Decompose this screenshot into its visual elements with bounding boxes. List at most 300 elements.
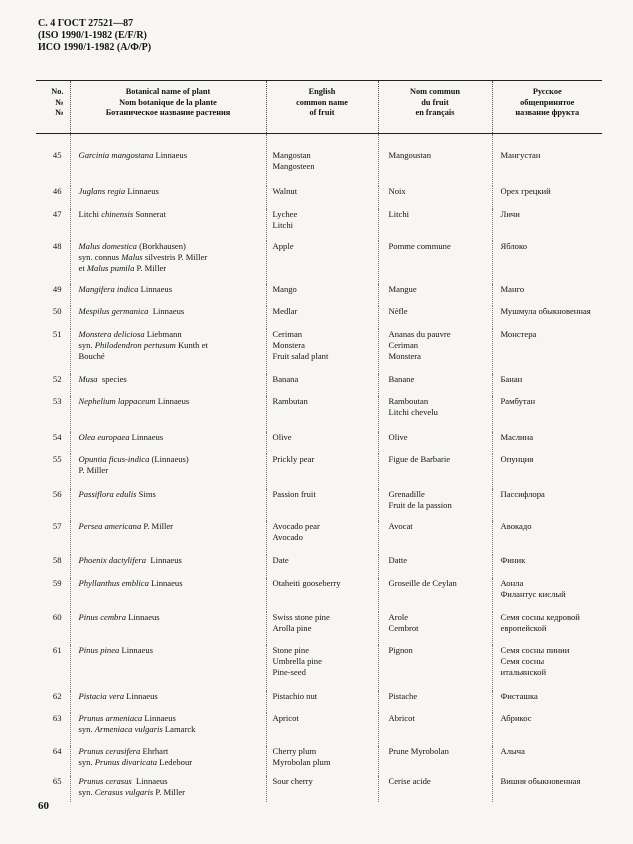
cell-line: Mangoustan xyxy=(388,150,431,160)
english-name-cell xyxy=(266,209,378,241)
cell-line: Ananas du pauvre xyxy=(388,328,451,339)
botanical-name-text: syn. xyxy=(78,339,95,350)
cell-line: Pignon xyxy=(388,644,413,655)
botanical-name-cell xyxy=(70,306,266,329)
botanical-name-italic: Armeniaca vulgaris xyxy=(94,723,163,734)
cell-line: Pine-seed xyxy=(272,666,306,677)
botanical-name-cell xyxy=(70,555,266,578)
botanical-name-text: Ledebour xyxy=(157,756,193,767)
botanical-name-italic: Malus pumila xyxy=(86,262,135,273)
cell-line: Cerise acide xyxy=(388,775,431,786)
russian-name-cell xyxy=(492,555,602,578)
cell-line: Apple xyxy=(272,240,294,251)
botanical-name-italic: Prunus armeniaca xyxy=(78,712,143,723)
botanical-name-cell xyxy=(70,134,266,186)
english-name-cell xyxy=(266,396,378,432)
cell-line: Ramboutan xyxy=(388,395,429,406)
row-number: 62 xyxy=(52,690,62,701)
cell-line: Вишня обыкновенная xyxy=(500,775,581,786)
russian-name-cell xyxy=(492,521,602,555)
russian-name-cell xyxy=(492,746,602,776)
cell-line: Lychee xyxy=(272,208,298,219)
french-name-cell xyxy=(378,374,492,396)
table-row xyxy=(36,241,602,284)
botanical-name-line xyxy=(79,396,264,407)
botanical-name-line xyxy=(79,374,264,385)
english-name-cell xyxy=(266,645,378,691)
botanical-name-italic: Phoenix dactylifera xyxy=(78,554,147,565)
table-row xyxy=(36,776,602,802)
cell-line: Фисташка xyxy=(500,690,538,701)
cell-line: Пассифлора xyxy=(500,488,545,499)
cell-line: Семя сосны xyxy=(500,655,545,666)
botanical-name-text: Linnaeus xyxy=(138,283,173,294)
cell-line: Мушмула обыкновенная xyxy=(500,305,591,316)
row-number: 49 xyxy=(52,283,62,294)
cell-line: Litchi chevelu xyxy=(388,406,438,417)
russian-name-cell xyxy=(492,241,602,284)
row-number: 57 xyxy=(52,520,62,531)
botanical-name-text: Linnaeus xyxy=(124,690,158,701)
botanical-name-line xyxy=(79,150,264,161)
botanical-name-text: Linnaeus xyxy=(148,305,185,316)
cell-line: Prickly pear xyxy=(272,453,315,464)
cell-line: Avocado xyxy=(272,531,303,542)
cell-line: Личи xyxy=(500,208,520,219)
french-name-cell xyxy=(378,746,492,776)
french-name-cell xyxy=(378,776,492,802)
row-number: 58 xyxy=(52,554,62,565)
botanical-name-line xyxy=(79,724,264,735)
english-name-cell xyxy=(266,329,378,374)
botanical-name-line xyxy=(79,209,264,220)
table-row xyxy=(36,578,602,612)
russian-name-cell xyxy=(492,374,602,396)
french-name-cell xyxy=(378,454,492,489)
botanical-name-text: Linnaeus xyxy=(153,150,188,160)
botanical-name-cell xyxy=(70,374,266,396)
botanical-name-line xyxy=(79,241,264,252)
cell-line: Mangosteen xyxy=(272,161,315,171)
row-number: 45 xyxy=(52,150,62,160)
botanical-name-italic: Phyllanthus emblica xyxy=(78,577,149,588)
english-name-cell xyxy=(266,489,378,521)
table-row xyxy=(36,284,602,306)
cell-line: Nèfle xyxy=(388,305,408,316)
cell-line: Рамбутан xyxy=(500,395,536,406)
botanical-name-italic: Prunus cerasifera xyxy=(78,745,141,756)
botanical-name-text: Litchi xyxy=(78,208,102,219)
botanical-name-cell xyxy=(70,432,266,454)
cell-line: Walnut xyxy=(272,185,298,196)
botanical-name-text: syn. xyxy=(78,786,95,797)
cell-line: Litchi xyxy=(272,219,294,230)
botanical-name-text: P. Miller xyxy=(141,520,174,531)
cell-line: Ceriman xyxy=(388,339,419,350)
cell-line: Орех грецкий xyxy=(500,185,551,196)
cell-line: Date xyxy=(272,554,289,565)
english-name-cell xyxy=(266,454,378,489)
french-name-cell xyxy=(378,329,492,374)
cell-line: Fruit de la passion xyxy=(388,499,452,510)
french-name-cell xyxy=(378,713,492,746)
botanical-name-text: Sonnerat xyxy=(133,208,166,219)
table-row xyxy=(36,691,602,713)
russian-name-cell xyxy=(492,489,602,521)
cell-line: Абрикос xyxy=(500,712,532,723)
french-name-cell xyxy=(378,396,492,432)
botanical-name-italic: Prunus divaricata xyxy=(94,756,158,767)
table-row xyxy=(36,306,602,329)
table-row xyxy=(36,134,602,186)
table-row xyxy=(36,432,602,454)
botanical-name-text: syn. connus xyxy=(78,251,122,262)
column-header-french: Nom commun du fruit en français xyxy=(378,81,492,134)
english-name-cell xyxy=(266,284,378,306)
english-name-cell xyxy=(266,713,378,746)
botanical-name-line xyxy=(79,284,264,295)
page-number: 60 xyxy=(38,800,49,812)
cell-line: Монстера xyxy=(500,328,537,339)
botanical-name-text: Linnaeus xyxy=(129,431,164,442)
botanical-name-italic: Juglans regia xyxy=(78,185,126,196)
english-name-cell xyxy=(266,578,378,612)
cell-line: Ceriman xyxy=(272,328,303,339)
russian-name-cell xyxy=(492,396,602,432)
french-name-cell xyxy=(378,134,492,186)
table-row xyxy=(36,521,602,555)
botanical-name-italic: Garcinia mangostana xyxy=(78,150,154,160)
header-line-2: (ISO 1990/1-1982 (E/F/R) xyxy=(38,30,147,41)
cell-line: Noix xyxy=(388,185,406,196)
header-line-1: С. 4 ГОСТ 27521—87 xyxy=(38,18,134,29)
english-name-cell xyxy=(266,134,378,186)
botanical-name-cell xyxy=(70,489,266,521)
cell-line: Pistachio nut xyxy=(272,690,318,701)
english-name-cell xyxy=(266,432,378,454)
row-number: 60 xyxy=(52,611,62,622)
russian-name-cell xyxy=(492,306,602,329)
cell-line: Аонла xyxy=(500,577,524,588)
botanical-name-italic: Cerasus vulgaris xyxy=(94,786,154,797)
row-number: 47 xyxy=(52,208,62,219)
fruit-names-table xyxy=(36,80,602,802)
cell-line: Arolla pine xyxy=(272,622,312,633)
cell-line: Figue de Barbarie xyxy=(388,453,451,464)
botanical-name-italic: Mangifera indica xyxy=(78,283,139,294)
cell-line: Mangue xyxy=(388,283,417,294)
russian-name-cell xyxy=(492,186,602,209)
russian-name-cell xyxy=(492,284,602,306)
botanical-name-text: P. Miller xyxy=(78,464,109,475)
table-row xyxy=(36,454,602,489)
botanical-name-line xyxy=(79,645,264,656)
english-name-cell xyxy=(266,555,378,578)
botanical-name-cell xyxy=(70,329,266,374)
botanical-name-italic: Philodendron pertusum xyxy=(94,339,176,350)
botanical-name-line xyxy=(79,186,264,197)
row-number: 65 xyxy=(52,775,62,786)
botanical-name-text: P. Miller xyxy=(134,262,167,273)
botanical-name-italic: Pinus pinea xyxy=(78,644,120,655)
botanical-name-cell xyxy=(70,241,266,284)
botanical-name-text: (Linnaeus) xyxy=(149,453,189,464)
row-number: 63 xyxy=(52,712,62,723)
cell-line: Olive xyxy=(272,431,292,442)
botanical-name-text: syn. xyxy=(78,723,95,734)
cell-line: Apricot xyxy=(272,712,299,723)
french-name-cell xyxy=(378,521,492,555)
botanical-name-italic: chinensis xyxy=(101,208,134,219)
botanical-name-cell xyxy=(70,645,266,691)
cell-line: Опунция xyxy=(500,453,534,464)
botanical-name-cell xyxy=(70,521,266,555)
french-name-cell xyxy=(378,186,492,209)
botanical-name-text: silvestris P. Miller xyxy=(142,251,208,262)
botanical-name-line xyxy=(79,432,264,443)
cell-line: Grenadille xyxy=(388,488,425,499)
table-row xyxy=(36,329,602,374)
botanical-name-text: Linnaeus xyxy=(126,611,160,622)
french-name-cell xyxy=(378,306,492,329)
botanical-name-text: Linnaeus xyxy=(125,185,159,196)
french-name-cell xyxy=(378,555,492,578)
english-name-cell xyxy=(266,241,378,284)
botanical-name-text: Linnaeus xyxy=(131,775,168,786)
botanical-name-italic: Prunus cerasus xyxy=(78,775,132,786)
cell-line: Avocat xyxy=(388,520,413,531)
row-number: 61 xyxy=(52,644,62,655)
botanical-name-italic: Olea europaea xyxy=(78,431,130,442)
botanical-name-line xyxy=(79,776,264,787)
cell-line: Banana xyxy=(272,373,299,384)
russian-name-cell xyxy=(492,329,602,374)
row-number: 59 xyxy=(52,577,62,588)
botanical-name-text: Linnaeus xyxy=(148,577,183,588)
botanical-name-line xyxy=(79,713,264,724)
table-header-row xyxy=(36,81,602,134)
botanical-name-line xyxy=(79,489,264,500)
cell-line: Sour cherry xyxy=(272,775,313,786)
row-number: 56 xyxy=(52,488,62,499)
botanical-name-italic: Mespilus germanica xyxy=(78,305,149,316)
botanical-name-italic: Pistacia vera xyxy=(78,690,125,701)
botanical-name-line xyxy=(79,521,264,532)
cell-line: Prune Myrobolan xyxy=(388,745,449,756)
table-row xyxy=(36,713,602,746)
table-row xyxy=(36,186,602,209)
cell-line: Arole xyxy=(388,611,409,622)
cell-line: Monstera xyxy=(388,350,421,361)
cell-line: Monstera xyxy=(272,339,305,350)
botanical-name-italic: Opuntia ficus-indica xyxy=(78,453,150,464)
botanical-name-line xyxy=(79,351,264,362)
russian-name-cell xyxy=(492,432,602,454)
botanical-name-text: Linnaeus xyxy=(119,644,153,655)
row-number: 52 xyxy=(52,373,62,384)
botanical-name-line xyxy=(79,746,264,757)
table-row xyxy=(36,612,602,645)
cell-line: Mango xyxy=(272,283,297,294)
botanical-name-text: Liebmann xyxy=(144,328,182,339)
row-number: 48 xyxy=(52,240,62,251)
botanical-name-line xyxy=(79,306,264,317)
botanical-name-cell xyxy=(70,284,266,306)
cell-line: Pistache xyxy=(388,690,418,701)
botanical-name-line xyxy=(79,787,264,798)
cell-line: Abricot xyxy=(388,712,415,723)
table-row xyxy=(36,209,602,241)
row-number: 55 xyxy=(52,453,62,464)
botanical-name-line xyxy=(79,263,264,274)
botanical-name-italic: Musa xyxy=(78,373,98,384)
botanical-name-text: Lamarck xyxy=(162,723,196,734)
botanical-name-line xyxy=(79,454,264,465)
botanical-name-text: et xyxy=(78,262,87,273)
english-name-cell xyxy=(266,521,378,555)
french-name-cell xyxy=(378,489,492,521)
botanical-name-cell xyxy=(70,454,266,489)
row-number: 53 xyxy=(52,395,62,406)
cell-line: Cherry plum xyxy=(272,745,317,756)
cell-line: Rambutan xyxy=(272,395,308,406)
french-name-cell xyxy=(378,578,492,612)
cell-line: Семя сосны кедровой xyxy=(500,611,580,622)
cell-line: Groseille de Ceylan xyxy=(388,577,457,588)
botanical-name-italic: Persea americana xyxy=(78,520,142,531)
botanical-name-line xyxy=(79,578,264,589)
row-number: 54 xyxy=(52,431,62,442)
botanical-name-cell xyxy=(70,396,266,432)
botanical-name-text: Linnaeus xyxy=(146,554,182,565)
english-name-cell xyxy=(266,776,378,802)
cell-line: Otaheiti gooseberry xyxy=(272,577,341,588)
table-row xyxy=(36,396,602,432)
russian-name-cell xyxy=(492,454,602,489)
table-body xyxy=(36,134,602,802)
botanical-name-italic: Malus xyxy=(121,251,143,262)
cell-line: Мангустан xyxy=(500,150,541,160)
french-name-cell xyxy=(378,645,492,691)
russian-name-cell xyxy=(492,713,602,746)
page-header xyxy=(38,18,151,54)
cell-line: европейской xyxy=(500,622,547,633)
cell-line: Banane xyxy=(388,373,415,384)
cell-line: Olive xyxy=(388,431,408,442)
botanical-name-text: Kunth et xyxy=(175,339,208,350)
cell-line: Банан xyxy=(500,373,523,384)
botanical-name-text: Sims xyxy=(136,488,156,499)
cell-line: Myrobolan plum xyxy=(272,756,331,767)
french-name-cell xyxy=(378,691,492,713)
cell-line: Medlar xyxy=(272,305,298,316)
botanical-name-cell xyxy=(70,578,266,612)
english-name-cell xyxy=(266,306,378,329)
botanical-name-italic: Passiflora edulis xyxy=(78,488,137,499)
table-row xyxy=(36,555,602,578)
botanical-name-cell xyxy=(70,612,266,645)
cell-line: Cembrot xyxy=(388,622,419,633)
cell-line: итальянской xyxy=(500,666,547,677)
botanical-name-line xyxy=(79,691,264,702)
botanical-name-text: Linnaeus xyxy=(142,712,176,723)
botanical-name-line xyxy=(79,340,264,351)
botanical-name-line xyxy=(79,465,264,476)
table-row xyxy=(36,645,602,691)
botanical-name-text: species xyxy=(97,373,127,384)
header-line-3: ИСО 1990/1-1982 (А/Ф/Р) xyxy=(38,42,152,53)
botanical-name-italic: Malus domestica xyxy=(78,240,137,251)
russian-name-cell xyxy=(492,691,602,713)
botanical-name-cell xyxy=(70,713,266,746)
botanical-name-cell xyxy=(70,209,266,241)
column-header-number: No. № № xyxy=(36,81,70,134)
botanical-name-text: (Borkhausen) xyxy=(136,240,186,251)
cell-line: Passion fruit xyxy=(272,488,316,499)
column-header-russian: Русское общепринятое название фрукта xyxy=(492,81,602,134)
cell-line: Маслина xyxy=(500,431,534,442)
botanical-name-line xyxy=(79,757,264,768)
cell-line: Алыча xyxy=(500,745,525,756)
english-name-cell xyxy=(266,186,378,209)
row-number: 64 xyxy=(52,745,62,756)
english-name-cell xyxy=(266,374,378,396)
cell-line: Datte xyxy=(388,554,408,565)
botanical-name-italic: Monstera deliciosa xyxy=(78,328,145,339)
cell-line: Avocado pear xyxy=(272,520,320,531)
botanical-name-text: Bouché xyxy=(78,350,105,361)
cell-line: Финик xyxy=(500,554,526,565)
cell-line: Fruit salad plant xyxy=(272,350,329,361)
english-name-cell xyxy=(266,691,378,713)
russian-name-cell xyxy=(492,209,602,241)
english-name-cell xyxy=(266,746,378,776)
botanical-name-line xyxy=(79,252,264,263)
russian-name-cell xyxy=(492,645,602,691)
row-number: 50 xyxy=(52,305,62,316)
botanical-name-text: Ehrhart xyxy=(140,745,169,756)
botanical-name-cell xyxy=(70,691,266,713)
french-name-cell xyxy=(378,209,492,241)
cell-line: Филантус кислый xyxy=(500,588,566,599)
russian-name-cell xyxy=(492,578,602,612)
russian-name-cell xyxy=(492,134,602,186)
botanical-name-text: syn. xyxy=(78,756,95,767)
french-name-cell xyxy=(378,612,492,645)
cell-line: Манго xyxy=(500,283,525,294)
botanical-name-cell xyxy=(70,776,266,802)
botanical-name-italic: Nephelium lappaceum xyxy=(78,395,156,406)
column-header-botanical: Botanical name of plant Nom botanique de la plante Ботаническое название растения xyxy=(70,81,266,134)
botanical-name-line xyxy=(79,612,264,623)
botanical-name-line xyxy=(79,555,264,566)
table-row xyxy=(36,746,602,776)
table-row xyxy=(36,489,602,521)
cell-line: Pomme commune xyxy=(388,240,451,251)
cell-line: Семя сосны пинии xyxy=(500,644,570,655)
cell-line: Swiss stone pine xyxy=(272,611,330,622)
russian-name-cell xyxy=(492,776,602,802)
cell-line: Umbrella pine xyxy=(272,655,322,666)
table-row xyxy=(36,374,602,396)
botanical-name-line xyxy=(79,329,264,340)
row-number: 46 xyxy=(52,185,62,196)
botanical-name-cell xyxy=(70,746,266,776)
french-name-cell xyxy=(378,284,492,306)
column-header-english: English common name of fruit xyxy=(266,81,378,134)
botanical-name-text: P. Miller xyxy=(153,786,186,797)
botanical-name-italic: Pinus cembra xyxy=(78,611,126,622)
